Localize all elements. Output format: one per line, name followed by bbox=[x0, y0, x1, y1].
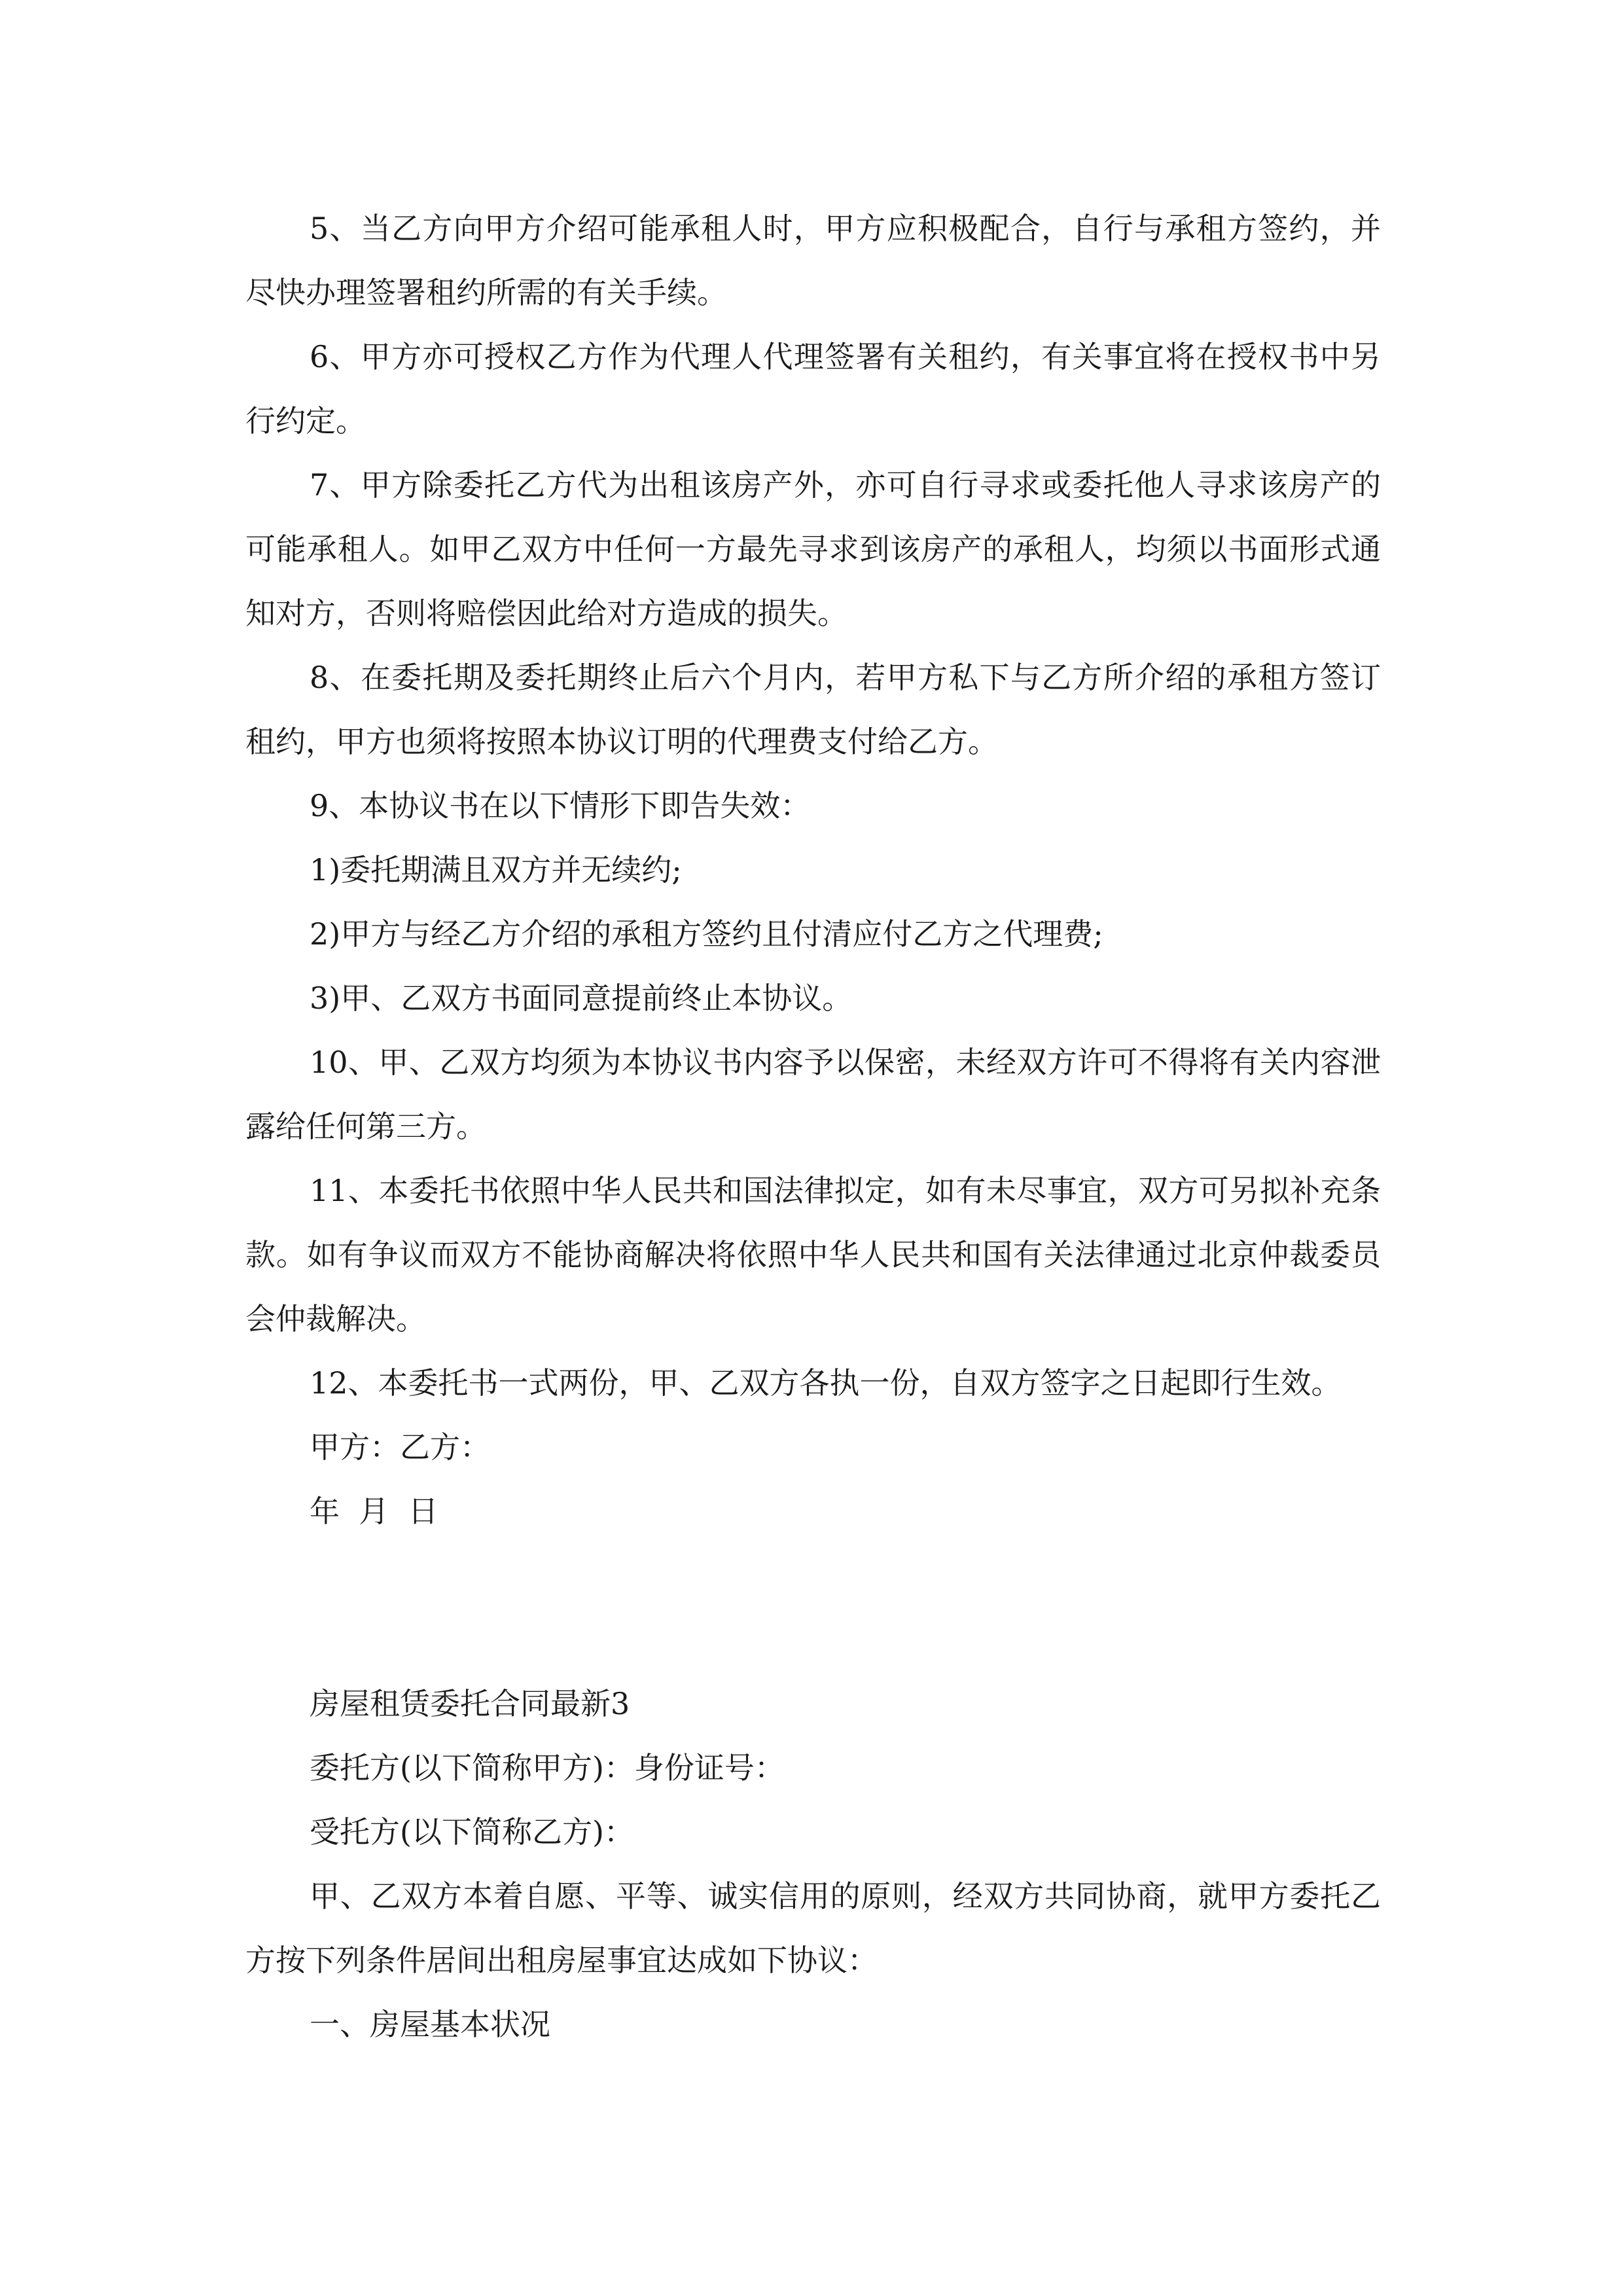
clause-6: 6、甲方亦可授权乙方作为代理人代理签署有关租约，有关事宜将在授权书中另行约定。 bbox=[245, 339, 1381, 439]
clause-9: 9、本协议书在以下情形下即告失效： bbox=[310, 788, 811, 823]
section-gap bbox=[245, 1543, 1381, 1672]
document-body bbox=[245, 196, 1381, 2056]
clause-8: 8、在委托期及委托期终止后六个月内，若甲方私下与乙方所介绍的承租方签订租约，甲方也须将按照本协议订明的代理费支付给乙方。 bbox=[245, 660, 1381, 759]
section-title: 房屋租赁委托合同最新3 bbox=[310, 1686, 630, 1721]
clause-9-item-2: 2)甲方与经乙方介绍的承租方签约且付清应付乙方之代理费; bbox=[310, 916, 1103, 952]
clause-12: 12、本委托书一式两份，甲、乙双方各执一份，自双方签字之日起即行生效。 bbox=[310, 1365, 1342, 1401]
party-b-line: 受托方(以下简称乙方)： bbox=[310, 1814, 634, 1850]
clause-11: 11、本委托书依照中华人民共和国法律拟定，如有未尽事宜，双方可另拟补充条款。如有争议而双方不能协商解决将依照中华人民共和国有关法律通过北京仲裁委员会仲裁解决。 bbox=[245, 1173, 1381, 1336]
clause-9-item-1: 1)委托期满且双方并无续约; bbox=[310, 852, 682, 888]
date-line: 年 月 日 bbox=[310, 1494, 438, 1529]
section-one-heading: 一、房屋基本状况 bbox=[310, 2007, 550, 2042]
clause-9-item-3: 3)甲、乙双方书面同意提前终止本协议。 bbox=[310, 980, 853, 1016]
clause-10: 10、甲、乙双方均须为本协议书内容予以保密，未经双方许可不得将有关内容泄露给任何第三方。 bbox=[245, 1045, 1381, 1144]
preamble: 甲、乙双方本着自愿、平等、诚实信用的原则，经双方共同协商，就甲方委托乙方按下列条件居间出租房屋事宜达成如下协议： bbox=[245, 1878, 1381, 1978]
signature-line: 甲方：乙方： bbox=[310, 1429, 490, 1465]
party-a-line: 委托方(以下简称甲方)：身份证号： bbox=[310, 1750, 785, 1785]
clause-7: 7、甲方除委托乙方代为出租该房产外，亦可自行寻求或委托他人寻求该房产的可能承租人。如甲乙双方中任何一方最先寻求到该房产的承租人，均须以书面形式通知对方，否则将赔偿因此给对方造成的损失。 bbox=[245, 467, 1381, 631]
clause-5: 5、当乙方向甲方介绍可能承租人时，甲方应积极配合，自行与承租方签约，并尽快办理签署租约所需的有关手续。 bbox=[245, 211, 1381, 310]
